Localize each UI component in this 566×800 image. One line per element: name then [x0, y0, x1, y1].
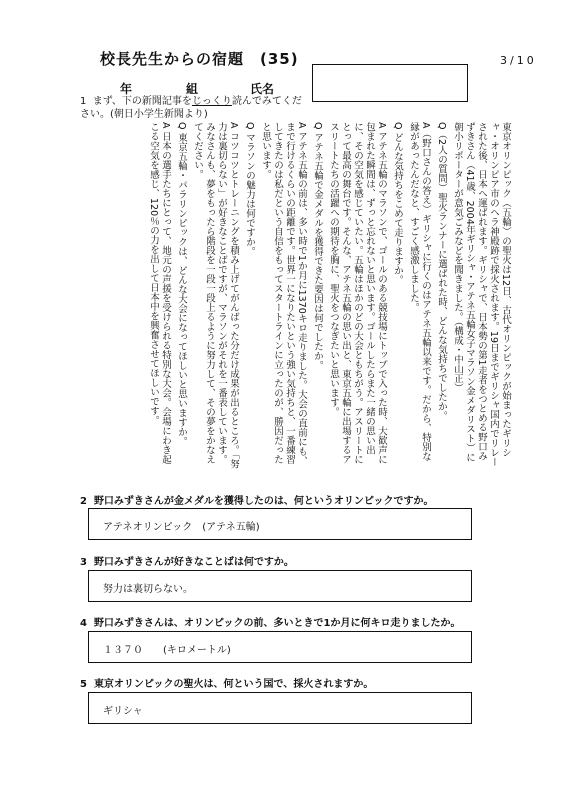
- article-paragraph: Q どんな気持ちをこめて走りますか。: [392, 122, 403, 285]
- article-paragraph: Q アテネ五輪で金メダルを獲得できた要因は何でしたか。: [312, 122, 323, 370]
- question-5: 5 東京オリンピックの聖火は、何という国で、採火されますか。: [80, 679, 374, 690]
- answer-box-2[interactable]: [88, 508, 472, 540]
- answer-box-4[interactable]: [88, 631, 472, 663]
- question-1-text-pre: まず、下の新聞記事を: [92, 96, 192, 107]
- question-2: 2 野口みずきさんが金メダルを獲得したのは、何というオリンピックですか。: [80, 496, 434, 507]
- question-1: [80, 95, 305, 121]
- article-paragraph: A 日本の選手たちにとって、地元の声援を受けられる特別な大会。会場にわき起こる空気を感じ、120％の力を出して日本中を興奮させてほしいです。: [148, 122, 171, 465]
- answer-box-3[interactable]: [88, 570, 472, 602]
- page-number: 3/10: [500, 54, 537, 67]
- question-1-text-post: 読んでみてください。(朝日小学生新聞より): [80, 96, 302, 120]
- question-3: 3 野口みずきさんが好きなことばは何ですか。: [80, 557, 294, 568]
- answer-box-5[interactable]: [88, 692, 472, 724]
- question-1-number: 1: [80, 96, 87, 107]
- answer-5: ギリシャ: [103, 706, 143, 717]
- article-paragraph: A（野口さんの答え）ギリシャに行くのはアテネ五輪以来です。だから、特別な縁があったんだなと、すごく感激しました。: [408, 122, 431, 461]
- article-paragraph: Q（2人の質問）聖火ランナーに選ばれた時、どんな気持ちでしたか。: [436, 122, 447, 421]
- answer-3: 努力は裏切らない。: [103, 584, 193, 595]
- article-paragraph: Q 東京五輪・パラリンピックは、どんな大会になってほしいと思いますか。: [176, 122, 187, 446]
- article-paragraph: A アテネ五輪のマラソンで、ゴールのある競技場にトップで入った時、大歓声に包まれた瞬間は、ずっと忘れないと思います。ゴールしたらまた一緒の思い出に、その空気を感じていたい。五輪はほかのどの大会ともちがう。アスリートにとって最高の舞台です。そんな、アテネ五輪の思い出と、東京五輪に出場するアスリートたちの活躍への期待を胸に、聖火をつなぎたいと思います。: [328, 122, 387, 465]
- name-field[interactable]: [312, 64, 468, 102]
- article-paragraph: A コツコツとトレーニングを積み上げてがんばった分だけ成果が出るところ。「努力は裏切らない」が好きなことばですが、マラソンがそれを一番表しています。みなさんも、夢をもったら階段を一段一段上るように努力して、その夢をかなえてください。: [192, 122, 239, 469]
- article-lead: 東京オリンピック（五輪）の聖火は12日、古代オリンピックが始まったギリシャ・オリンピア市のヘラ神殿跡で採火されます。19日までギリシャ国内でリレーされた後、日本へ運ばれます。ギリシャで、日本勢の第1走者をつとめる野口みずきさん（41歳、2004年ギリシャ・アテネ五輪女子マラソン金メダリスト）に朝小リポーターが意気ごみなどを聞きました。（構成・中山正）: [452, 122, 511, 467]
- answer-4: １３７０ (キロメートル): [103, 645, 231, 656]
- answer-2: アテネオリンピック (アテネ五輪): [103, 522, 260, 533]
- grade-label: 年: [120, 82, 133, 96]
- question-4: 4 野口みずきさんは、オリンピックの前、多いときで1か月に何キロ走りましたか。: [80, 618, 461, 629]
- question-1-emphasis: じっくり: [191, 96, 232, 107]
- worksheet-title: 校長先生からの宿題 (35): [100, 50, 299, 68]
- article-paragraph: A アテネ五輪の前は、多い時で1か月に1370キロ走りました。大会の直前にも、まで行けるくらいの距離です。世界一になりたいという強い気持ちと、一番練習してきたのは私だという自信をもってスタートラインに立ったのが、勝因だったと思います。: [260, 122, 307, 466]
- newspaper-article: [55, 122, 511, 470]
- class-label: 組: [186, 82, 199, 96]
- name-label: 氏名: [250, 82, 275, 96]
- article-paragraph: Q マラソンの魅力は何ですか。: [244, 122, 255, 256]
